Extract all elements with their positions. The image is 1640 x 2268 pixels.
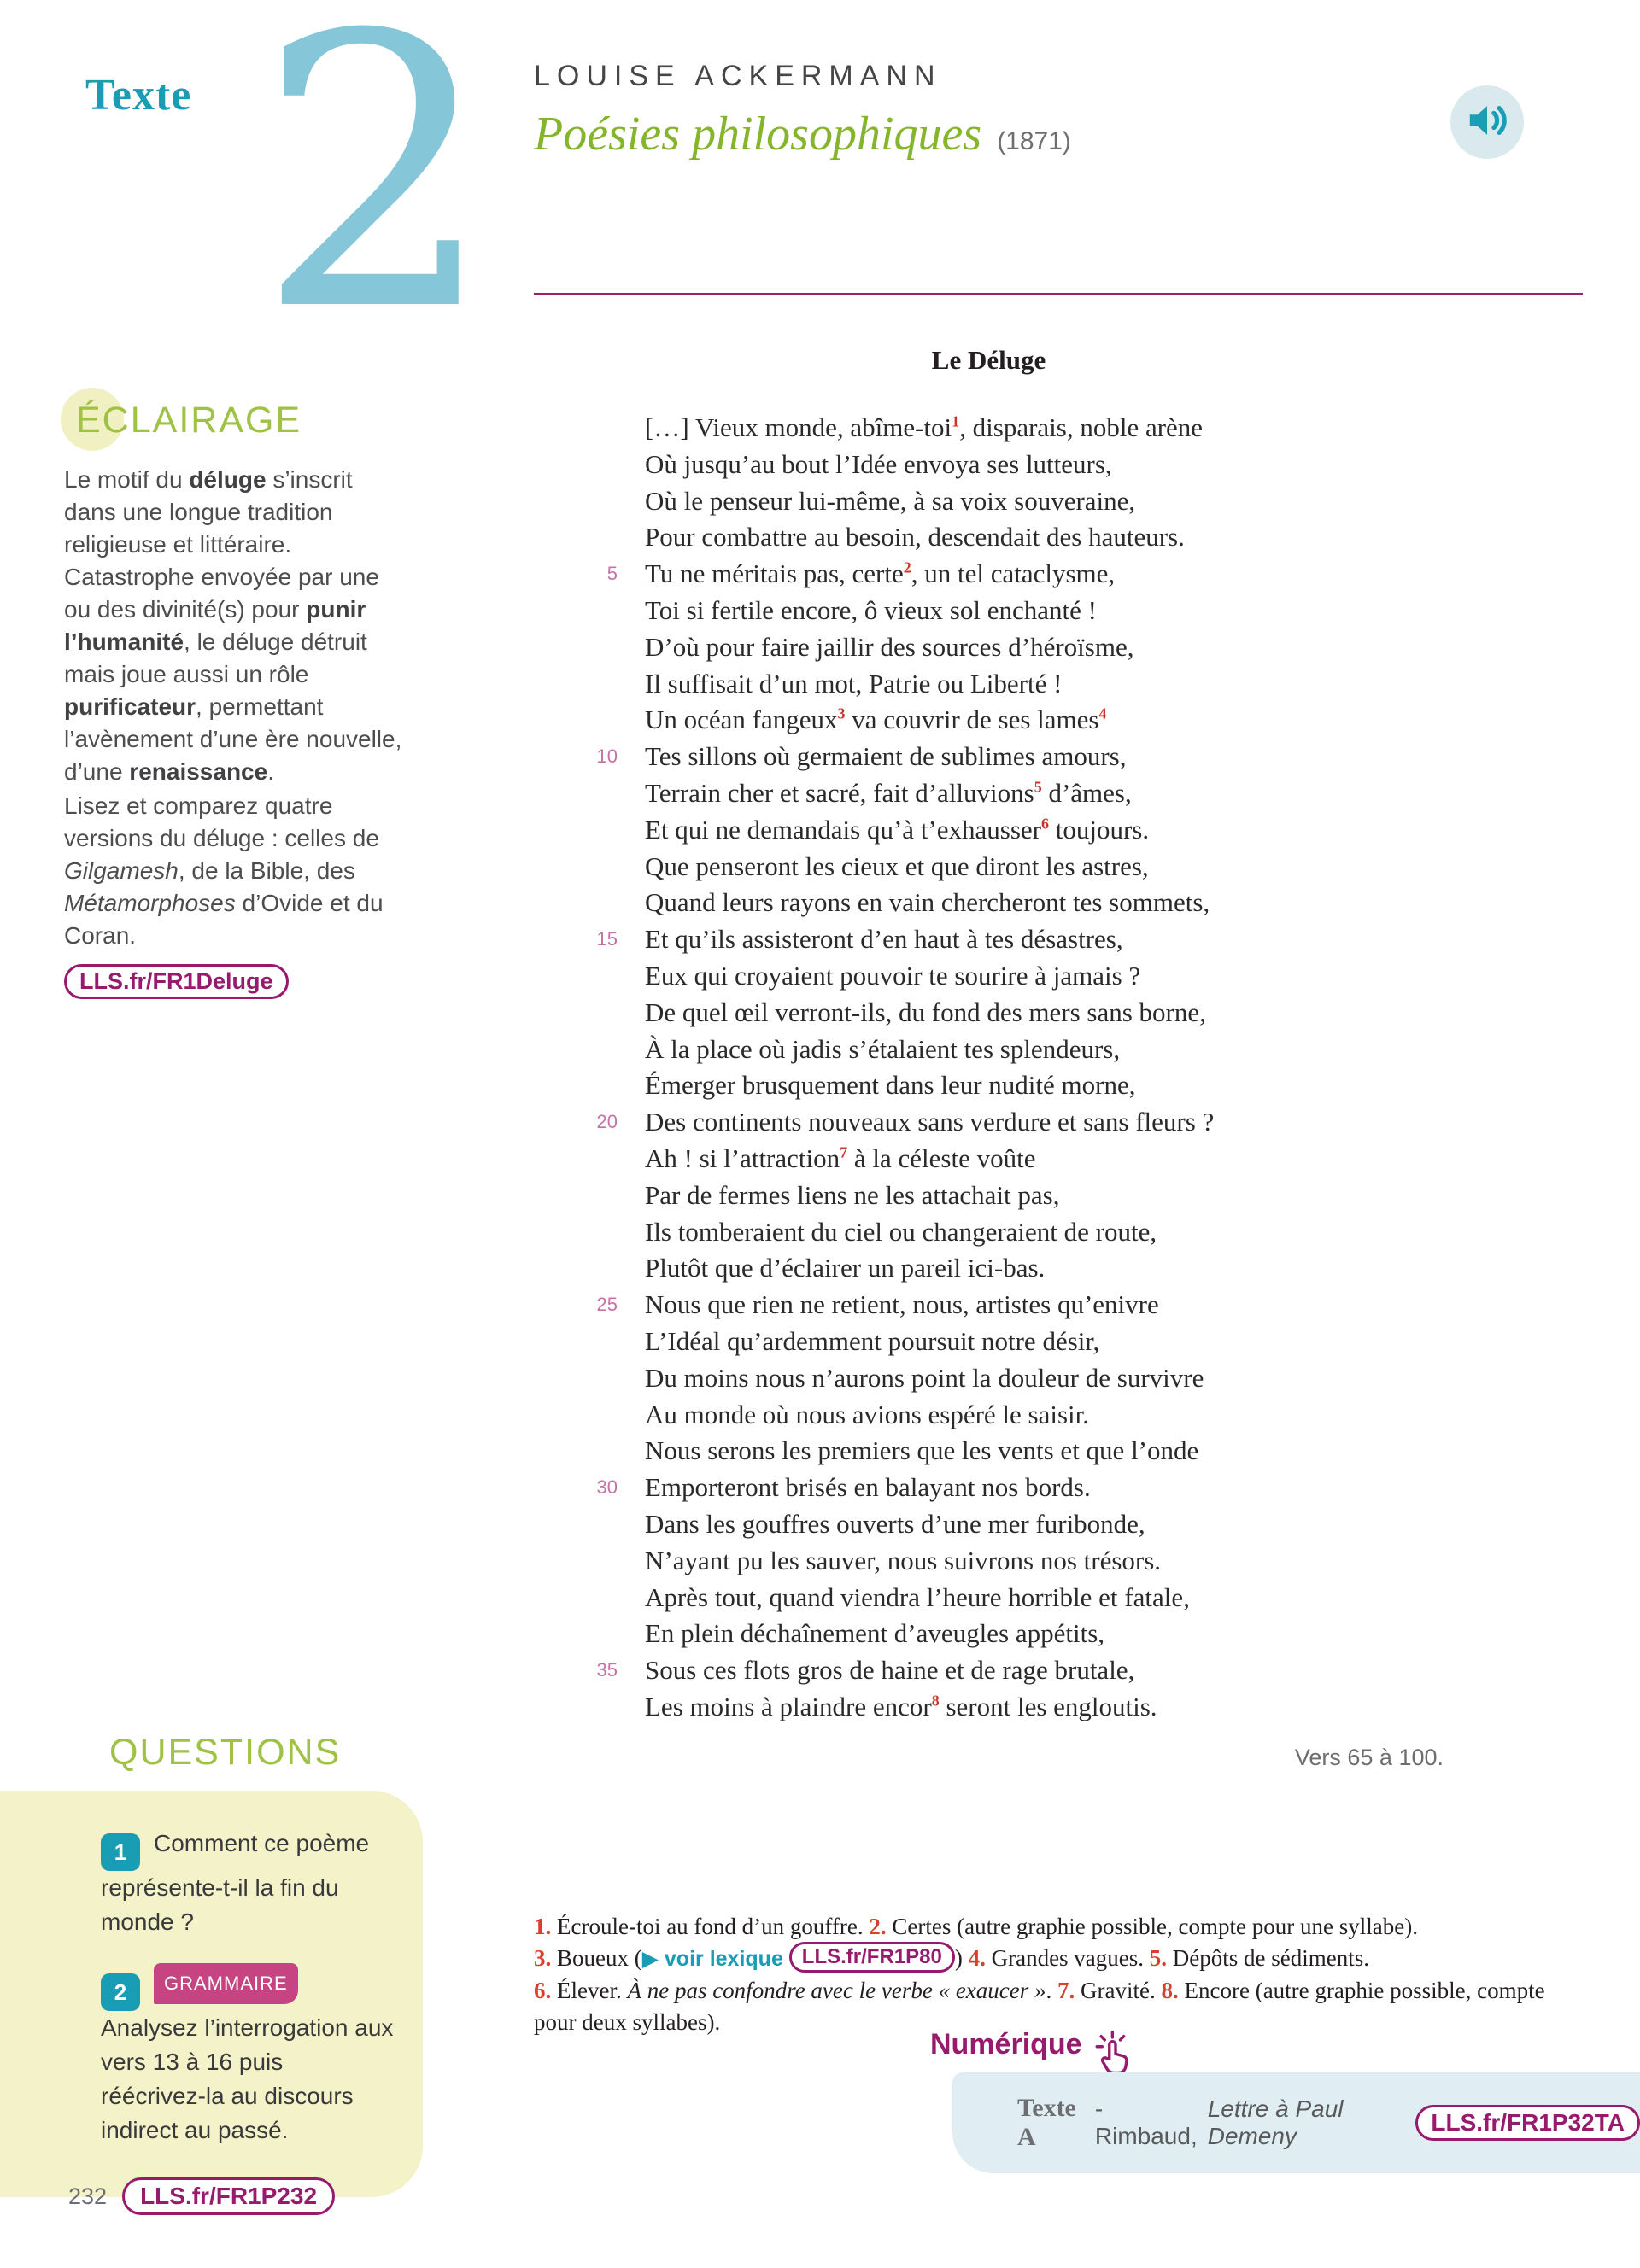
poem-line-number xyxy=(534,1580,645,1616)
poem-line-number xyxy=(534,1178,645,1214)
poem-line-number xyxy=(534,519,645,556)
footnote-reference: 3 xyxy=(837,705,846,723)
poem-line-number xyxy=(534,1397,645,1434)
poem-line-text: Du moins nous n’aurons point la douleur de survivre xyxy=(645,1362,1204,1393)
poem-line-text: Émerger brusquement dans leur nudité morne, xyxy=(645,1070,1136,1101)
poem-line xyxy=(534,958,1444,995)
poem-line-text: Il suffisait d’un mot, Patrie ou Liberté ! xyxy=(645,668,1063,699)
poem-line xyxy=(534,1543,1444,1580)
question-item xyxy=(101,1963,394,2148)
poem-line-text: Plutôt que d’éclairer un pareil ici-bas. xyxy=(645,1253,1046,1283)
poem-line xyxy=(534,629,1444,666)
poem-line-text: Nous serons les premiers que les vents et que l’onde xyxy=(645,1435,1199,1466)
poem-line xyxy=(534,1433,1444,1470)
poem-line-number xyxy=(534,629,645,666)
poem-line-number xyxy=(534,1067,645,1104)
poem-line xyxy=(534,885,1444,921)
poem-line-text: Et qu’ils assisteront d’en haut à tes désastres, xyxy=(645,924,1123,955)
poem-line-number xyxy=(534,1689,645,1726)
poem-line xyxy=(534,1580,1444,1616)
footnote-reference: 7 xyxy=(840,1143,848,1161)
poem-line-number: 10 xyxy=(596,745,618,768)
footnote-number: 2. xyxy=(869,1914,893,1939)
poem-line xyxy=(534,519,1444,556)
poem-line xyxy=(534,1506,1444,1543)
eclairage-paragraph: Lisez et comparez quatre versions du déluge : celles de Gilgamesh, de la Bible, des Métamorphoses d’Ovide et du Coran. xyxy=(64,792,384,949)
footnote-number: 4. xyxy=(968,1945,992,1971)
poem-line-text: Nous que rien ne retient, nous, artistes qu’enivre xyxy=(645,1289,1159,1320)
numerique-title: Numérique xyxy=(930,2028,1082,2060)
voir-lexique-link[interactable]: ▶ voir lexique xyxy=(641,1947,789,1971)
poem-line-text: Par de fermes liens ne les attachait pas, xyxy=(645,1179,1060,1210)
text-number: 2 xyxy=(256,0,495,393)
poem-line-number xyxy=(534,1433,645,1470)
footnote-reference: 1 xyxy=(952,412,960,430)
texte-kicker: Texte xyxy=(85,71,192,120)
poem-line-text: Quand leurs rayons en vain chercheront tes sommets, xyxy=(645,887,1210,918)
poem-line-text: Ils tomberaient du ciel ou changeraient de route, xyxy=(645,1216,1157,1247)
poem-line-text: En plein déchaînement d’aveugles appétits, xyxy=(645,1618,1105,1649)
footnote-number: 6. xyxy=(534,1978,557,2003)
poem-line-number xyxy=(534,483,645,520)
poem-line xyxy=(534,483,1444,520)
poem-line-number xyxy=(534,1141,645,1178)
poem-line-text: L’Idéal qu’ardemment poursuit notre désir, xyxy=(645,1325,1100,1356)
grammaire-tag: GRAMMAIRE xyxy=(154,1963,298,2004)
poem-line-text: Où jusqu’au bout l’Idée envoya ses lutteurs, xyxy=(645,448,1112,479)
poem-line xyxy=(534,593,1444,629)
eclairage-panel xyxy=(64,400,406,999)
questions-panel xyxy=(0,1732,423,2197)
poem-line-text: N’ayant pu les sauver, nous suivrons nos trésors. xyxy=(645,1545,1162,1575)
poem-line-number xyxy=(534,1032,645,1068)
work-title: Poésies philosophiques xyxy=(534,108,982,161)
footnotes: 1. Écroule-toi au fond d’un gouffre. 2. Certes (autre graphie possible, compte pour une syllabe). 3. Boueux (▶ voir lexique LLS.fr/FR1P80 ) 4. Grandes vagues. 5. Dépôts de sédiments. 6. Élever. À ne pas confondre avec le verbe « exaucer ». 7. Gravité. 8. Encore (autre graphie possible, compte pour deux syllabes). xyxy=(534,1914,1545,2035)
footnote-reference: 2 xyxy=(903,558,911,576)
footnote-reference: 6 xyxy=(1041,815,1049,833)
poem-line xyxy=(534,812,1444,849)
poem-line-number xyxy=(534,849,645,886)
poem-line xyxy=(534,775,1444,812)
poem-line xyxy=(534,1104,1444,1141)
eclairage-title-text: ÉCLAIRAGE xyxy=(76,400,302,441)
texte-a-label: Texte A xyxy=(1017,2094,1076,2151)
poem-line-number xyxy=(534,775,645,812)
numerique-box xyxy=(952,2072,1640,2173)
page-footer xyxy=(68,2177,335,2215)
poem-line-text: Les moins à plaindre encor$^8$ seront les engloutis. xyxy=(645,1691,1157,1721)
poem-line-number xyxy=(534,702,645,739)
poem-line-number xyxy=(534,1360,645,1397)
poem-line xyxy=(534,410,1444,447)
work-year: (1871) xyxy=(997,127,1071,155)
header-divider xyxy=(534,293,1583,295)
lexique-link-pill[interactable]: LLS.fr/FR1P80 xyxy=(789,1942,955,1973)
poem-line-text: Et qui ne demandais qu’à t’exhausser$^6$ toujours. xyxy=(645,814,1150,845)
poem-line-number xyxy=(534,1506,645,1543)
poem-line xyxy=(534,1250,1444,1287)
question-number-badge: 1 xyxy=(101,1833,140,1871)
poem-line-text: Toi si fertile encore, ô vieux sol enchanté ! xyxy=(645,594,1097,625)
poem-line-number: 35 xyxy=(596,1659,618,1681)
poem-line-text: Ah ! si l’attraction$^7$ à la céleste voûte xyxy=(645,1143,1036,1173)
questions-box xyxy=(0,1791,423,2197)
question-text: Comment ce poème représente-t-il la fin du monde ? xyxy=(101,1830,370,1935)
poem-line-number: 25 xyxy=(596,1294,618,1316)
eclairage-text xyxy=(64,464,406,952)
poem-line-text: Terrain cher et sacré, fait d’alluvions$^5$ d’âmes, xyxy=(645,777,1132,808)
poem-line-text: Des continents nouveaux sans verdure et sans fleurs ? xyxy=(645,1107,1215,1137)
poem-line-number xyxy=(534,958,645,995)
question-text: Analysez l’interrogation aux vers 13 à 16 puis réécrivez-la au discours indirect au passé. xyxy=(101,2014,394,2143)
questions-title: QUESTIONS xyxy=(109,1732,342,1773)
numerique-work-title: Lettre à Paul Demeny xyxy=(1207,2096,1344,2149)
poem-line-number xyxy=(534,410,645,447)
poem-lines xyxy=(534,410,1444,1726)
poem-line-number: 30 xyxy=(596,1476,618,1499)
poem-line xyxy=(534,1360,1444,1397)
poem-line xyxy=(534,1287,1444,1324)
poem-line xyxy=(534,666,1444,703)
work-title-line xyxy=(534,107,1071,161)
poem-line xyxy=(534,702,1444,739)
footnote-number: 7. xyxy=(1057,1978,1081,2003)
poem-line xyxy=(534,1141,1444,1178)
footnote-reference: 5 xyxy=(1034,778,1042,796)
poem-line-text: Eux qui croyaient pouvoir te sourire à jamais ? xyxy=(645,960,1141,991)
page-number: 232 xyxy=(68,2183,108,2209)
poem-line-number xyxy=(534,995,645,1032)
footnote-reference: 8 xyxy=(931,1692,940,1710)
question-item xyxy=(101,1827,394,1939)
speaker-icon xyxy=(1464,97,1510,148)
poem-line xyxy=(534,1067,1444,1104)
poem-line-number xyxy=(534,885,645,921)
poem-line xyxy=(534,1397,1444,1434)
poem-line-text: D’où pour faire jaillir des sources d’héroïsme, xyxy=(645,631,1134,662)
footnote-number: 8. xyxy=(1161,1978,1185,2003)
poem-line-text: Tu ne méritais pas, certe$^2$, un tel cataclysme, xyxy=(645,558,1116,589)
poem-line-text: Emporteront brisés en balayant nos bords. xyxy=(645,1472,1091,1503)
poem-line-number xyxy=(534,447,645,483)
poem-line-text: Un océan fangeux$^3$ va couvrir de ses lames$^4$ xyxy=(645,704,1107,735)
footnote-number: 5. xyxy=(1149,1945,1173,1971)
poem-line-text: Pour combattre au besoin, descendait des hauteurs. xyxy=(645,522,1185,552)
eclairage-paragraph: Le motif du déluge s’inscrit dans une longue tradition religieuse et littéraire. Catastrophe envoyée par une ou des divinité(s) pour punir l’humanité, le déluge détruit mais joue aussi un rôle purificateur, permettant l’avènement d’une ère nouvelle, d’une renaissance. xyxy=(64,466,402,785)
poem-line-number xyxy=(534,1543,645,1580)
poem-line xyxy=(534,556,1444,593)
poem-line-number xyxy=(534,1616,645,1652)
poem-attribution: Vers 65 à 100. xyxy=(1294,1744,1444,1770)
poem-line-number xyxy=(534,593,645,629)
poem-line xyxy=(534,1616,1444,1652)
poem-line-text: Que penseront les cieux et que diront les astres, xyxy=(645,850,1149,881)
poem-line xyxy=(534,921,1444,958)
poem-line-text: De quel œil verront-ils, du fond des mers sans borne, xyxy=(645,997,1206,1027)
eclairage-title xyxy=(64,400,406,441)
poem-line xyxy=(534,849,1444,886)
footnote-number: 3. xyxy=(534,1945,557,1971)
poem-line-number xyxy=(534,666,645,703)
poem-line-number xyxy=(534,812,645,849)
poem-line xyxy=(534,447,1444,483)
header xyxy=(534,60,1071,161)
poem-block xyxy=(534,343,1444,1771)
poem-line xyxy=(534,1652,1444,1689)
poem-line xyxy=(534,995,1444,1032)
poem-line xyxy=(534,1689,1444,1726)
poem-line-number xyxy=(534,1250,645,1287)
poem-line-number xyxy=(534,1214,645,1251)
poem-title: Le Déluge xyxy=(931,345,1046,375)
audio-play-button[interactable] xyxy=(1450,85,1524,159)
poem-line-text: Après tout, quand viendra l’heure horrible et fatale, xyxy=(645,1581,1190,1612)
footnote-reference: 4 xyxy=(1098,705,1107,723)
poem-line-text: Au monde où nous avions espéré le saisir. xyxy=(645,1399,1090,1429)
poem-line-number: 20 xyxy=(596,1111,618,1133)
poem-line-text: Tes sillons où germaient de sublimes amours, xyxy=(645,741,1127,772)
poem-line xyxy=(534,1178,1444,1214)
numerique-link-pill[interactable]: LLS.fr/FR1P32TA xyxy=(1415,2105,1640,2141)
poem-line-number: 15 xyxy=(596,928,618,950)
footnote-number: 1. xyxy=(534,1914,557,1939)
poem-line xyxy=(534,1324,1444,1360)
author-name: LOUISE ACKERMANN xyxy=(534,60,942,92)
poem-line-text: À la place où jadis s’étalaient tes splendeurs, xyxy=(645,1033,1121,1064)
question-number-badge: 2 xyxy=(101,1973,140,2011)
poem-line-text: Dans les gouffres ouverts d’une mer furibonde, xyxy=(645,1508,1145,1539)
poem-line xyxy=(534,739,1444,775)
poem-line-text: Où le penseur lui-même, à sa voix souveraine, xyxy=(645,485,1136,516)
poem-line-text: […] Vieux monde, abîme-toi$^1$, disparais, noble arène xyxy=(645,412,1204,442)
poem-line xyxy=(534,1470,1444,1506)
poem-line-number: 5 xyxy=(606,563,618,585)
poem-line xyxy=(534,1214,1444,1251)
deluge-link-pill[interactable]: LLS.fr/FR1Deluge xyxy=(64,964,289,999)
page-link-pill[interactable]: LLS.fr/FR1P232 xyxy=(122,2177,335,2215)
poem-line-number xyxy=(534,1324,645,1360)
poem-line-text: Sous ces flots gros de haine et de rage brutale, xyxy=(645,1655,1135,1686)
poem-line xyxy=(534,1032,1444,1068)
numerique-author: - Rimbaud, xyxy=(1094,2096,1198,2149)
